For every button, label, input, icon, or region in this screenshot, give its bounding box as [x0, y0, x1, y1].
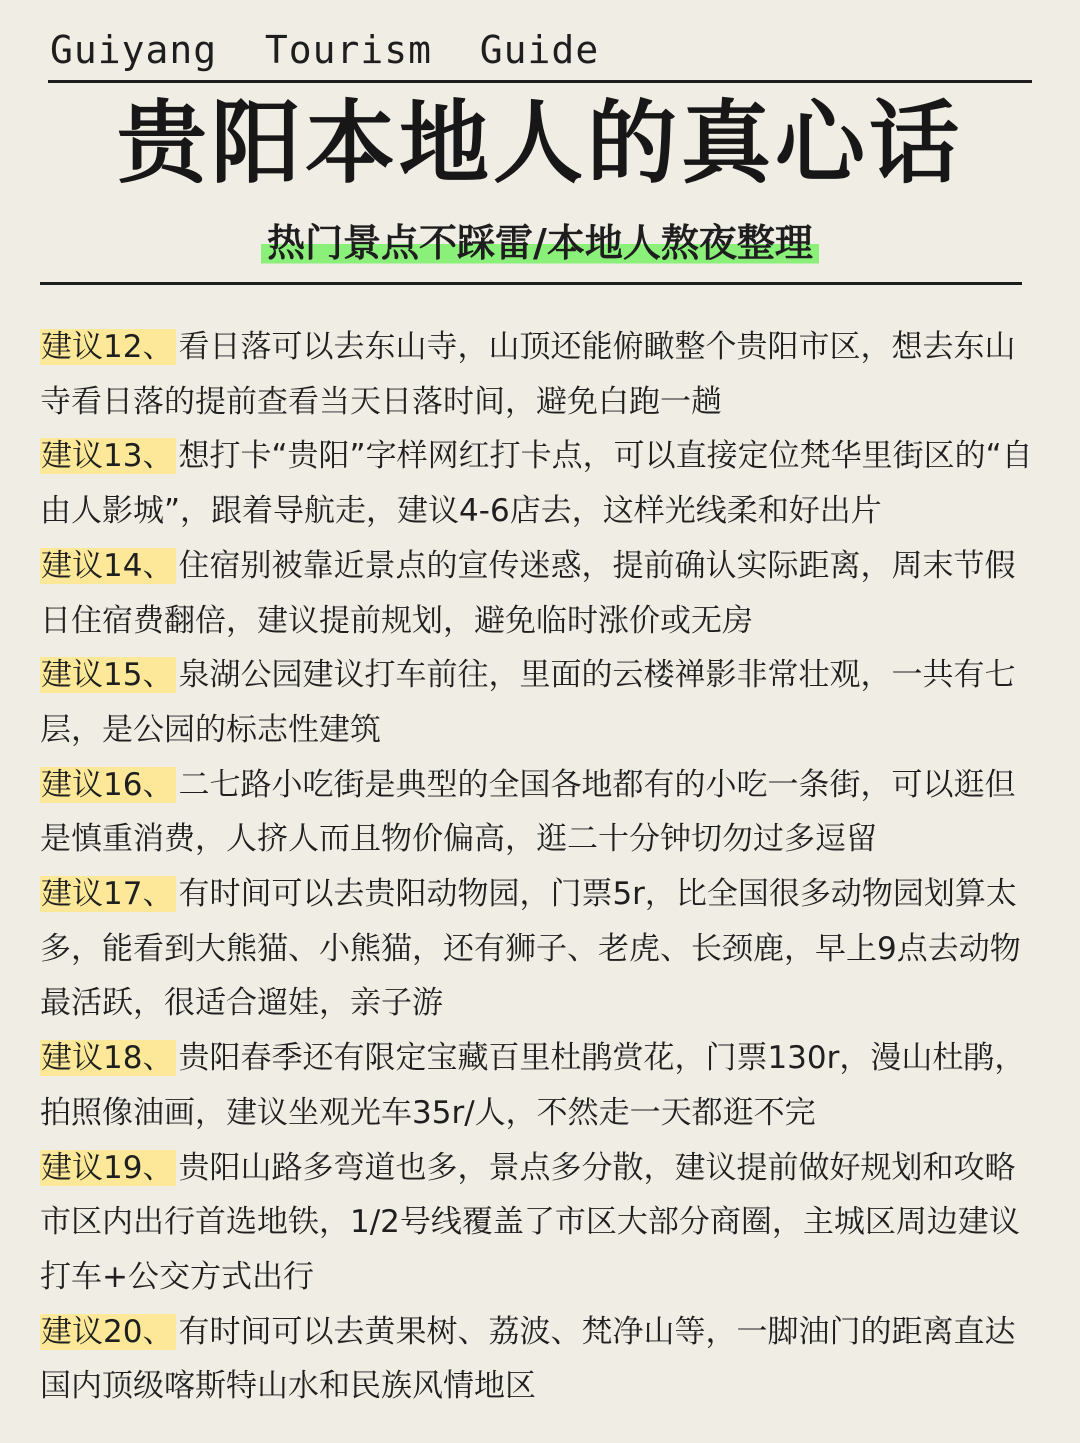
tip-item	[40, 1031, 1035, 1140]
tip-label: 建议16、	[40, 767, 176, 803]
tip-item	[40, 429, 1035, 538]
tip-item	[40, 320, 1035, 429]
tip-item	[40, 758, 1035, 867]
tip-label: 建议13、	[40, 438, 176, 474]
tip-item	[40, 1305, 1035, 1414]
tip-text: 想打卡“贵阳”字样网红打卡点，可以直接定位梵华里街区的“自由人影城”，跟着导航走，建议4-6店去，这样光线柔和好出片	[40, 438, 1033, 530]
tip-text: 有时间可以去黄果树、荔波、梵净山等，一脚油门的距离直达国内顶级喀斯特山水和民族风情地区	[40, 1313, 1016, 1405]
tip-label: 建议20、	[40, 1314, 176, 1350]
tagline-wrapper	[0, 216, 1080, 270]
tip-label: 建议15、	[40, 657, 176, 693]
tip-label: 建议14、	[40, 548, 176, 584]
tip-text: 住宿别被靠近景点的宣传迷惑，提前确认实际距离，周末节假日住宿费翻倍，建议提前规划，避免临时涨价或无房	[40, 547, 1016, 639]
bottom-divider	[40, 282, 1022, 285]
tip-label: 建议17、	[40, 876, 176, 912]
tip-item	[40, 867, 1035, 1031]
tip-text: 二七路小吃街是典型的全国各地都有的小吃一条街，可以逛但是慎重消费，人挤人而且物价偏高，逛二十分钟切勿过多逗留	[40, 766, 1016, 858]
tip-text: 泉湖公园建议打车前往，里面的云楼禅影非常壮观，一共有七层，是公园的标志性建筑	[40, 657, 1016, 748]
header-subtitle-en: Guiyang Tourism Guide	[50, 28, 600, 72]
top-divider	[48, 80, 1032, 83]
tip-item	[40, 1141, 1035, 1305]
page-title: 贵阳本地人的真心话	[117, 91, 963, 196]
tip-text: 看日落可以去东山寺，山顶还能俯瞰整个贵阳市区，想去东山寺看日落的提前查看当天日落时间，避免白跑一趟	[40, 329, 1016, 420]
tips-list	[40, 320, 1035, 1414]
tip-item	[40, 648, 1035, 757]
tip-text: 贵阳山路多弯道也多，景点多分散，建议提前做好规划和攻略市区内出行首选地铁，1/2号线覆盖了市区大部分商圈，主城区周边建议打车+公交方式出行	[40, 1149, 1020, 1295]
tagline: 热门景点不踩雷/本地人熬夜整理	[261, 216, 819, 270]
tip-label: 建议18、	[40, 1040, 176, 1076]
tip-text: 贵阳春季还有限定宝藏百里杜鹃赏花，门票130r，漫山杜鹃，拍照像油画，建议坐观光车35r/人，不然走一天都逛不完	[40, 1040, 1026, 1131]
tip-item	[40, 539, 1035, 648]
tip-label: 建议19、	[40, 1150, 176, 1186]
tip-label: 建议12、	[40, 329, 176, 365]
tip-text: 有时间可以去贵阳动物园，门票5r，比全国很多动物园划算太多，能看到大熊猫、小熊猫，还有狮子、老虎、长颈鹿，早上9点去动物最活跃，很适合遛娃，亲子游	[40, 876, 1021, 1022]
